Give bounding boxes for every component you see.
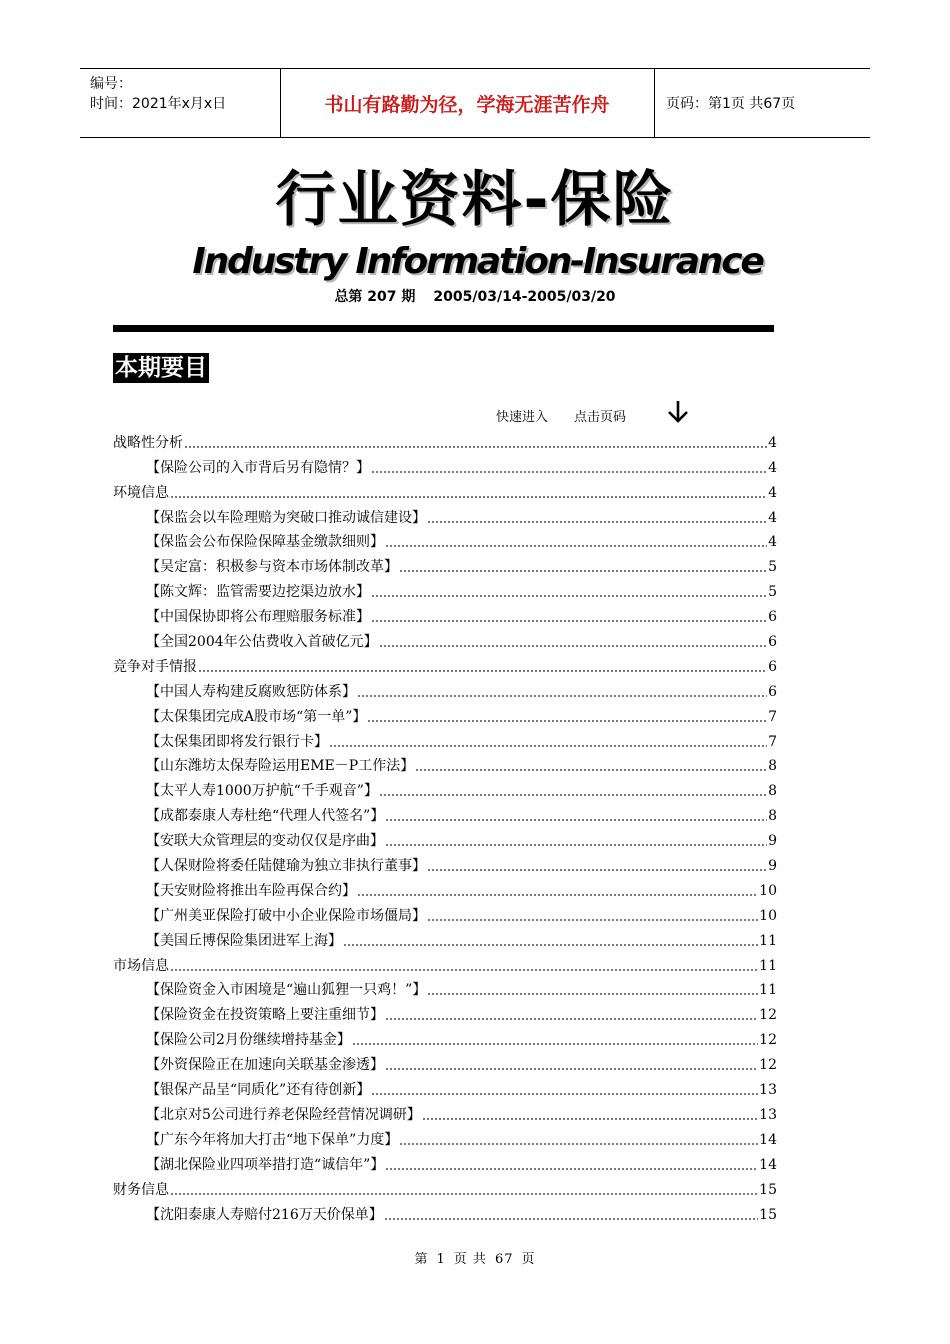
title-chinese: 行业资料-保险: [275, 165, 675, 235]
toc-title: 【北京对5公司进行养老保险经营情况调研】: [146, 1106, 421, 1123]
toc-entry[interactable]: [113, 901, 777, 926]
toc-entry[interactable]: [113, 801, 777, 826]
footer-suffix: 页: [521, 1252, 536, 1267]
time-label: 时间：2021年x月x日: [90, 96, 227, 112]
footer-total-pages: 67: [494, 1252, 514, 1267]
toc-title: 【保险公司2月份继续增持基金】: [146, 1032, 351, 1049]
motto: 书山有路勤为径，学海无涯苦作舟: [280, 69, 655, 137]
quick-nav: [496, 406, 626, 425]
toc-page-number[interactable]: 15: [759, 1181, 777, 1198]
toc-page-number[interactable]: 6: [768, 609, 777, 626]
toc-title: 【太平人寿1000万护航“千手观音”】: [146, 783, 378, 800]
toc-title: 【安联大众管理层的变动仅仅是序曲】: [146, 833, 384, 850]
toc-page-number[interactable]: 4: [768, 484, 777, 501]
toc-page-number[interactable]: 11: [759, 957, 777, 974]
toc-title: 【保监会以车险理赔为突破口推动诚信建设】: [146, 509, 426, 526]
toc-section[interactable]: [113, 652, 777, 677]
quick-click-label: 点击页码: [574, 410, 627, 425]
page-footer: [0, 1248, 950, 1267]
toc-leader-dots: [385, 545, 767, 547]
toc-leader-dots: [385, 1018, 758, 1020]
toc-entry[interactable]: [113, 1150, 777, 1175]
date-range: 2005/03/14-2005/03/20: [433, 289, 616, 305]
toc-page-number[interactable]: 10: [759, 882, 777, 899]
toc-entry[interactable]: [113, 1025, 777, 1050]
toc-entry[interactable]: [113, 851, 777, 876]
toc-page-number[interactable]: 9: [768, 858, 777, 875]
toc-title: 【银保产品呈“同质化”还有待创新】: [146, 1082, 371, 1099]
toc-title: 【吴定富：积极参与资本市场体制改革】: [146, 559, 398, 576]
title-english: Industry Information-Insurance: [192, 241, 763, 282]
toc-page-number[interactable]: 12: [759, 1032, 777, 1049]
toc-entry[interactable]: [113, 1000, 777, 1025]
toc-title: 【保监会公布保险保障基金缴款细则】: [146, 534, 384, 551]
quick-enter-label: 快速进入: [496, 410, 549, 425]
footer-prefix: 第: [414, 1252, 429, 1267]
toc-entry[interactable]: [113, 1100, 777, 1125]
toc-page-number[interactable]: 5: [768, 584, 777, 601]
toc-entry[interactable]: [113, 528, 777, 553]
toc-leader-dots: [422, 1118, 758, 1120]
toc-section[interactable]: [113, 951, 777, 976]
toc-page-number[interactable]: 10: [759, 907, 777, 924]
toc-page-number[interactable]: 6: [768, 683, 777, 700]
toc-leader-dots: [170, 496, 767, 498]
toc-leader-dots: [184, 446, 767, 448]
toc-title: 战略性分析: [113, 434, 183, 451]
toc-page-number[interactable]: 12: [759, 1057, 777, 1074]
toc-page-number[interactable]: 4: [768, 459, 777, 476]
toc-title: 【山东潍坊太保寿险运用EME－P工作法】: [146, 758, 415, 775]
toc-leader-dots: [399, 1143, 758, 1145]
toc-entry[interactable]: [113, 627, 777, 652]
toc-title: 【陈文辉：监管需要边挖渠边放水】: [146, 584, 370, 601]
toc-page-number[interactable]: 14: [759, 1131, 777, 1148]
toc-entry[interactable]: [113, 976, 777, 1001]
toc-leader-dots: [415, 769, 767, 771]
toc-leader-dots: [371, 1093, 758, 1095]
toc-title: 财务信息: [113, 1181, 169, 1198]
toc-leader-dots: [371, 595, 767, 597]
toc-leader-dots: [427, 521, 767, 523]
toc-page-number[interactable]: 13: [759, 1106, 777, 1123]
toc-title: 【天安财险将推出车险再保合约】: [146, 882, 356, 899]
toc-entry[interactable]: [113, 677, 777, 702]
toc-page-number[interactable]: 7: [768, 733, 777, 750]
toc-title: 【成都泰康人寿杜绝“代理人代签名”】: [146, 808, 385, 825]
toc-entry[interactable]: [113, 577, 777, 602]
toc-title: 市场信息: [113, 957, 169, 974]
toc-title: 【保险资金入市困境是“遍山狐狸一只鸡！”】: [146, 982, 427, 999]
toc-leader-dots: [371, 471, 767, 473]
toc-entry[interactable]: [113, 1050, 777, 1075]
footer-current-page: 1: [436, 1252, 446, 1267]
issue-number: 总第 207 期: [334, 289, 416, 305]
toc-page-number[interactable]: 14: [759, 1156, 777, 1173]
toc-leader-dots: [379, 794, 767, 796]
toc-entry[interactable]: [113, 1200, 777, 1225]
down-arrow-icon: [666, 399, 690, 425]
toc-page-number[interactable]: 8: [768, 758, 777, 775]
toc-title: 【广东今年将加大打击“地下保单”力度】: [146, 1131, 399, 1148]
toc-title: 【太保集团即将发行银行卡】: [146, 733, 328, 750]
toc-leader-dots: [329, 745, 767, 747]
toc-title: 【保险公司的入市背后另有隐情？】: [146, 459, 370, 476]
toc-leader-dots: [367, 720, 767, 722]
toc-title: 【太保集团完成A股市场“第一单”】: [146, 708, 367, 725]
toc-leader-dots: [427, 993, 758, 995]
toc-page-number[interactable]: 13: [759, 1082, 777, 1099]
toc-leader-dots: [399, 570, 767, 572]
toc-leader-dots: [357, 894, 758, 896]
toc-leader-dots: [357, 695, 767, 697]
toc-title: 【美国丘博保险集团进军上海】: [146, 932, 342, 949]
toc-title: 【全国2004年公估费收入首破亿元】: [146, 634, 378, 651]
toc-entry[interactable]: [113, 826, 777, 851]
toc-page-number[interactable]: 8: [768, 808, 777, 825]
toc-leader-dots: [379, 645, 767, 647]
toc-title: 【外资保险正在加速向关联基金渗透】: [146, 1057, 384, 1074]
issue-line: [0, 286, 950, 306]
toc-section[interactable]: [113, 478, 777, 503]
toc-title: 【中国人寿构建反腐败惩防体系】: [146, 683, 356, 700]
toc-entry[interactable]: [113, 776, 777, 801]
toc-leader-dots: [385, 819, 767, 821]
toc-title: 【中国保协即将公布理赔服务标准】: [146, 609, 370, 626]
toc-leader-dots: [427, 869, 767, 871]
toc-page-number[interactable]: 11: [759, 932, 777, 949]
toc-entry[interactable]: [113, 876, 777, 901]
toc-page-number[interactable]: 4: [768, 509, 777, 526]
toc-leader-dots: [385, 1168, 758, 1170]
toc-entry[interactable]: [113, 926, 777, 951]
toc-section[interactable]: [113, 1175, 777, 1200]
header-info-cell: [80, 69, 281, 137]
toc-page-number[interactable]: 6: [768, 634, 777, 651]
toc-entry[interactable]: [113, 702, 777, 727]
toc-entry[interactable]: [113, 503, 777, 528]
toc-entry[interactable]: [113, 552, 777, 577]
toc-page-number[interactable]: 12: [759, 1007, 777, 1024]
toc-leader-dots: [343, 944, 758, 946]
toc-leader-dots: [427, 919, 758, 921]
table-of-contents: [113, 428, 777, 1225]
divider-rule: [113, 325, 774, 332]
header-table: [80, 68, 870, 138]
toc-entry[interactable]: [113, 453, 777, 478]
toc-title: 竞争对手情报: [113, 658, 197, 675]
toc-title: 【广州美亚保险打破中小企业保险市场僵局】: [146, 907, 426, 924]
toc-page-number[interactable]: 8: [768, 783, 777, 800]
toc-entry[interactable]: [113, 1125, 777, 1150]
toc-leader-dots: [170, 1193, 758, 1195]
toc-entry[interactable]: [113, 1075, 777, 1100]
toc-title: 【沈阳泰康人寿赔付216万天价保单】: [146, 1206, 383, 1223]
toc-title: 【保险资金在投资策略上要注重细节】: [146, 1007, 384, 1024]
footer-middle: 页 共: [453, 1252, 487, 1267]
toc-page-number[interactable]: 15: [759, 1206, 777, 1223]
number-label: 编号：: [90, 76, 132, 92]
toc-title: 【湖北保险业四项举措打造“诚信年”】: [146, 1156, 385, 1173]
toc-leader-dots: [198, 670, 767, 672]
toc-entry[interactable]: [113, 727, 777, 752]
toc-leader-dots: [384, 1218, 758, 1220]
toc-page-number[interactable]: 4: [768, 534, 777, 551]
toc-leader-dots: [371, 620, 767, 622]
page-info: 页码：第1页 共67页: [666, 96, 796, 112]
section-heading: 本期要目: [115, 355, 207, 381]
toc-page-number[interactable]: 9: [768, 833, 777, 850]
toc-section[interactable]: [113, 428, 777, 453]
toc-leader-dots: [385, 844, 767, 846]
toc-page-number[interactable]: 5: [768, 559, 777, 576]
toc-page-number[interactable]: 6: [768, 658, 777, 675]
toc-leader-dots: [352, 1043, 758, 1045]
toc-page-number[interactable]: 7: [768, 708, 777, 725]
toc-entry[interactable]: [113, 752, 777, 777]
toc-page-number[interactable]: 4: [768, 434, 777, 451]
toc-entry[interactable]: [113, 602, 777, 627]
toc-leader-dots: [385, 1068, 758, 1070]
toc-title: 环境信息: [113, 484, 169, 501]
toc-leader-dots: [170, 969, 758, 971]
toc-title: 【人保财险将委任陆健瑜为独立非执行董事】: [146, 858, 426, 875]
toc-page-number[interactable]: 11: [759, 982, 777, 999]
